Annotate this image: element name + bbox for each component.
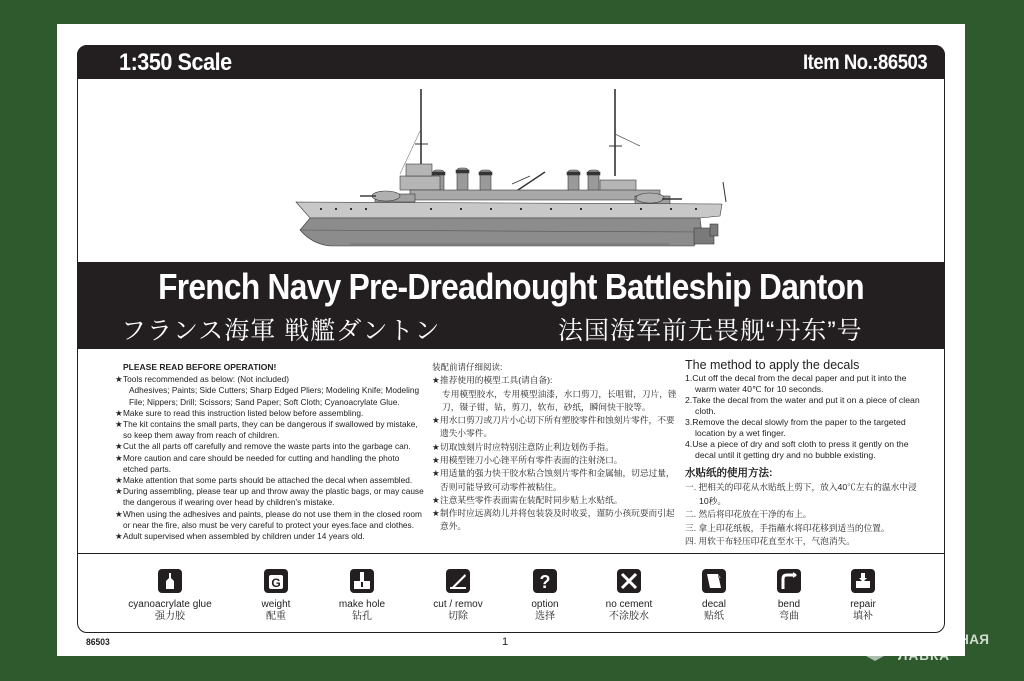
item-number: Item No.:86503 bbox=[802, 51, 927, 74]
decal-step-cn: 一. 把相关的印花从水贴纸上剪下，放入40℃左右的温水中浸10秒。 bbox=[685, 482, 917, 506]
legend-label-en: repair bbox=[850, 599, 876, 610]
kit-title: French Navy Pre-Dreadnought Battleship Danton bbox=[158, 266, 864, 307]
legend-label-en: no cement bbox=[605, 599, 653, 610]
decal-step: 3.Remove the decal slowly from the paper to the targeted location by a wet finger. bbox=[685, 417, 906, 439]
legend-label-cn: 配重 bbox=[266, 611, 286, 622]
section-divider bbox=[77, 553, 945, 554]
legend-label-cn: 钻孔 bbox=[352, 611, 372, 622]
legend-label-cn: 弯曲 bbox=[779, 611, 799, 622]
instruction-item: ★Make attention that some parts should be attached the decal when assembled. bbox=[115, 475, 413, 486]
no-cement-icon bbox=[617, 569, 641, 593]
legend-label-en: cut / remov bbox=[433, 599, 483, 610]
legend-label-en: bend bbox=[777, 599, 801, 610]
weight-glyph: G bbox=[271, 576, 281, 590]
instruction-item: Adhesives; Paints; Side Cutters; Sharp Edged Pliers; Modeling Knife; Modeling File; Nippers; Drill; Scissors; Sand Paper; Soft Cloth; Cyanoacrylate Glue. bbox=[129, 385, 420, 407]
footer-item-code: 86503 bbox=[86, 637, 110, 648]
instruction-item: ★Tools recommended as below: (Not included) bbox=[115, 374, 290, 385]
watermark bbox=[858, 630, 1018, 666]
legend-label-cn: 填补 bbox=[853, 611, 873, 622]
watermark-line1: МОДЕЛЬНАЯ bbox=[898, 632, 990, 647]
instruction-item-cn: ★注意某些零件表面需在装配时同步贴上水贴纸。 bbox=[432, 494, 623, 505]
legend-label-en: decal bbox=[702, 599, 726, 610]
make-hole-icon bbox=[350, 569, 374, 593]
kit-title-japanese: フランス海軍 戦艦ダントン bbox=[121, 317, 441, 345]
option-glyph: ? bbox=[539, 572, 551, 592]
watermark-logo-icon bbox=[858, 632, 892, 662]
decal-instructions bbox=[685, 360, 925, 548]
scale-label: 1:350 Scale bbox=[119, 49, 232, 76]
decal-step-cn: 四. 用软干布轻压印花直至水干，气泡消失。 bbox=[685, 536, 855, 547]
instructions-chinese bbox=[432, 362, 680, 534]
ship-drawing bbox=[296, 89, 726, 246]
weight-icon bbox=[264, 569, 288, 593]
legend-make-hole bbox=[314, 567, 410, 623]
decal-step: 2.Take the decal from the water and put it on a piece of clean cloth. bbox=[685, 395, 920, 417]
bend-icon bbox=[777, 569, 801, 593]
battleship-illustration bbox=[290, 84, 730, 254]
legend-label-cn: 不涂胶水 bbox=[609, 611, 649, 622]
instruction-item-cn: ★用水口剪刀或刀片小心切下所有塑胶零件和蚀刻片零件，不要遗失小零件。 bbox=[432, 415, 675, 439]
instruction-item-cn: ★切取蚀刻片时应特别注意防止利边划伤手指。 bbox=[432, 441, 614, 452]
legend-label-cn: 切除 bbox=[448, 611, 468, 622]
instruction-item-cn: ★推荐使用的模型工具(请自备): bbox=[432, 375, 553, 386]
legend-glue bbox=[122, 567, 218, 623]
decal-step: 4.Use a piece of dry and soft cloth to press it gently on the decal until it getting dry and no bubble existing. bbox=[685, 439, 909, 461]
legend-label-cn: 选择 bbox=[535, 611, 555, 622]
instruction-item: ★Make sure to read this instruction listed below before assembling. bbox=[115, 407, 364, 418]
glue-bottle-icon bbox=[158, 569, 182, 593]
instructions-english bbox=[115, 362, 425, 542]
legend-no-cement bbox=[581, 567, 677, 623]
legend-cut-remove bbox=[410, 567, 506, 623]
legend-label-cn: 贴纸 bbox=[704, 611, 724, 622]
legend-label-en: cyanoacrylate glue bbox=[128, 599, 212, 610]
legend-option bbox=[497, 567, 593, 623]
instruction-item: ★When using the adhesives and paints, please do not use them in the closed room or near the fire, also must be very careful to protect your eyes.face and clothes. bbox=[115, 508, 422, 530]
instruction-item: ★Cut the all parts off carefully and remove the waste parts into the garbage can. bbox=[115, 441, 411, 452]
instruction-item-cn: ★用适量的强力快干胶水粘合蚀刻片零件和金属轴，切忌过量，否则可能导致可动零件被粘住。 bbox=[432, 468, 675, 492]
decal-heading-chinese: 水贴纸的使用方法: bbox=[685, 467, 773, 480]
kit-title-chinese: 法国海军前无畏舰“丹东”号 bbox=[558, 317, 863, 345]
title-bar bbox=[77, 262, 945, 349]
instruction-item-cn: ★制作时应远离幼儿并将包装袋及时收妥，谨防小孩玩耍而引起意外。 bbox=[432, 508, 675, 532]
cut-remove-icon bbox=[446, 569, 470, 593]
decal-icon bbox=[702, 569, 726, 593]
instruction-item: ★Adult supervised when assembled by children under 14 years old. bbox=[115, 531, 365, 542]
legend-label-en: weight bbox=[261, 599, 291, 610]
header-bar bbox=[77, 45, 945, 79]
decal-step: 1.Cut off the decal from the decal paper and put it into the warm water 40℃ for 10 seconds. bbox=[685, 373, 907, 395]
instructions-chinese-heading: 装配前请仔细阅读: bbox=[432, 362, 503, 372]
legend-weight bbox=[228, 567, 324, 623]
legend-repair bbox=[815, 567, 911, 623]
legend-label-cn: 强力胶 bbox=[155, 611, 185, 622]
legend-label-en: make hole bbox=[338, 599, 386, 610]
watermark-line2: ЛАВКА bbox=[898, 648, 950, 663]
legend-label-en: option bbox=[531, 599, 559, 610]
instruction-item: ★The kit contains the small parts, they can be dangerous if swallowed by mistake, so keep them away from reach of children. bbox=[115, 419, 418, 441]
option-icon bbox=[533, 569, 557, 593]
instruction-item-cn: 专用模型胶水，专用模型油漆，水口剪刀，长咀钳，刀片，锉刀，镊子钳，钻，剪刀，软布，砂纸，瞬间快干胶等。 bbox=[442, 388, 677, 412]
page-number: 1 bbox=[502, 636, 509, 648]
decal-heading-english: The method to apply the decals bbox=[685, 358, 860, 372]
decal-step-cn: 三. 拿上印花纸板，手指蘸水将印花移到适当的位置。 bbox=[685, 522, 890, 533]
instruction-item: ★More caution and care should be needed for cutting and handling the photo etched parts. bbox=[115, 452, 400, 474]
repair-icon bbox=[851, 569, 875, 593]
decal-step-cn: 二. 然后将印花放在干净的布上。 bbox=[685, 509, 812, 520]
symbol-legend bbox=[100, 567, 920, 627]
instruction-item: ★During assembling, please tear up and throw away the plastic bags, or may cause the dangerous if wearing over head by children's mistake. bbox=[115, 486, 424, 508]
instructions-english-heading: PLEASE READ BEFORE OPERATION! bbox=[123, 362, 277, 372]
instruction-item-cn: ★用模型锉刀小心锉平所有零件表面的注射浇口。 bbox=[432, 454, 623, 465]
